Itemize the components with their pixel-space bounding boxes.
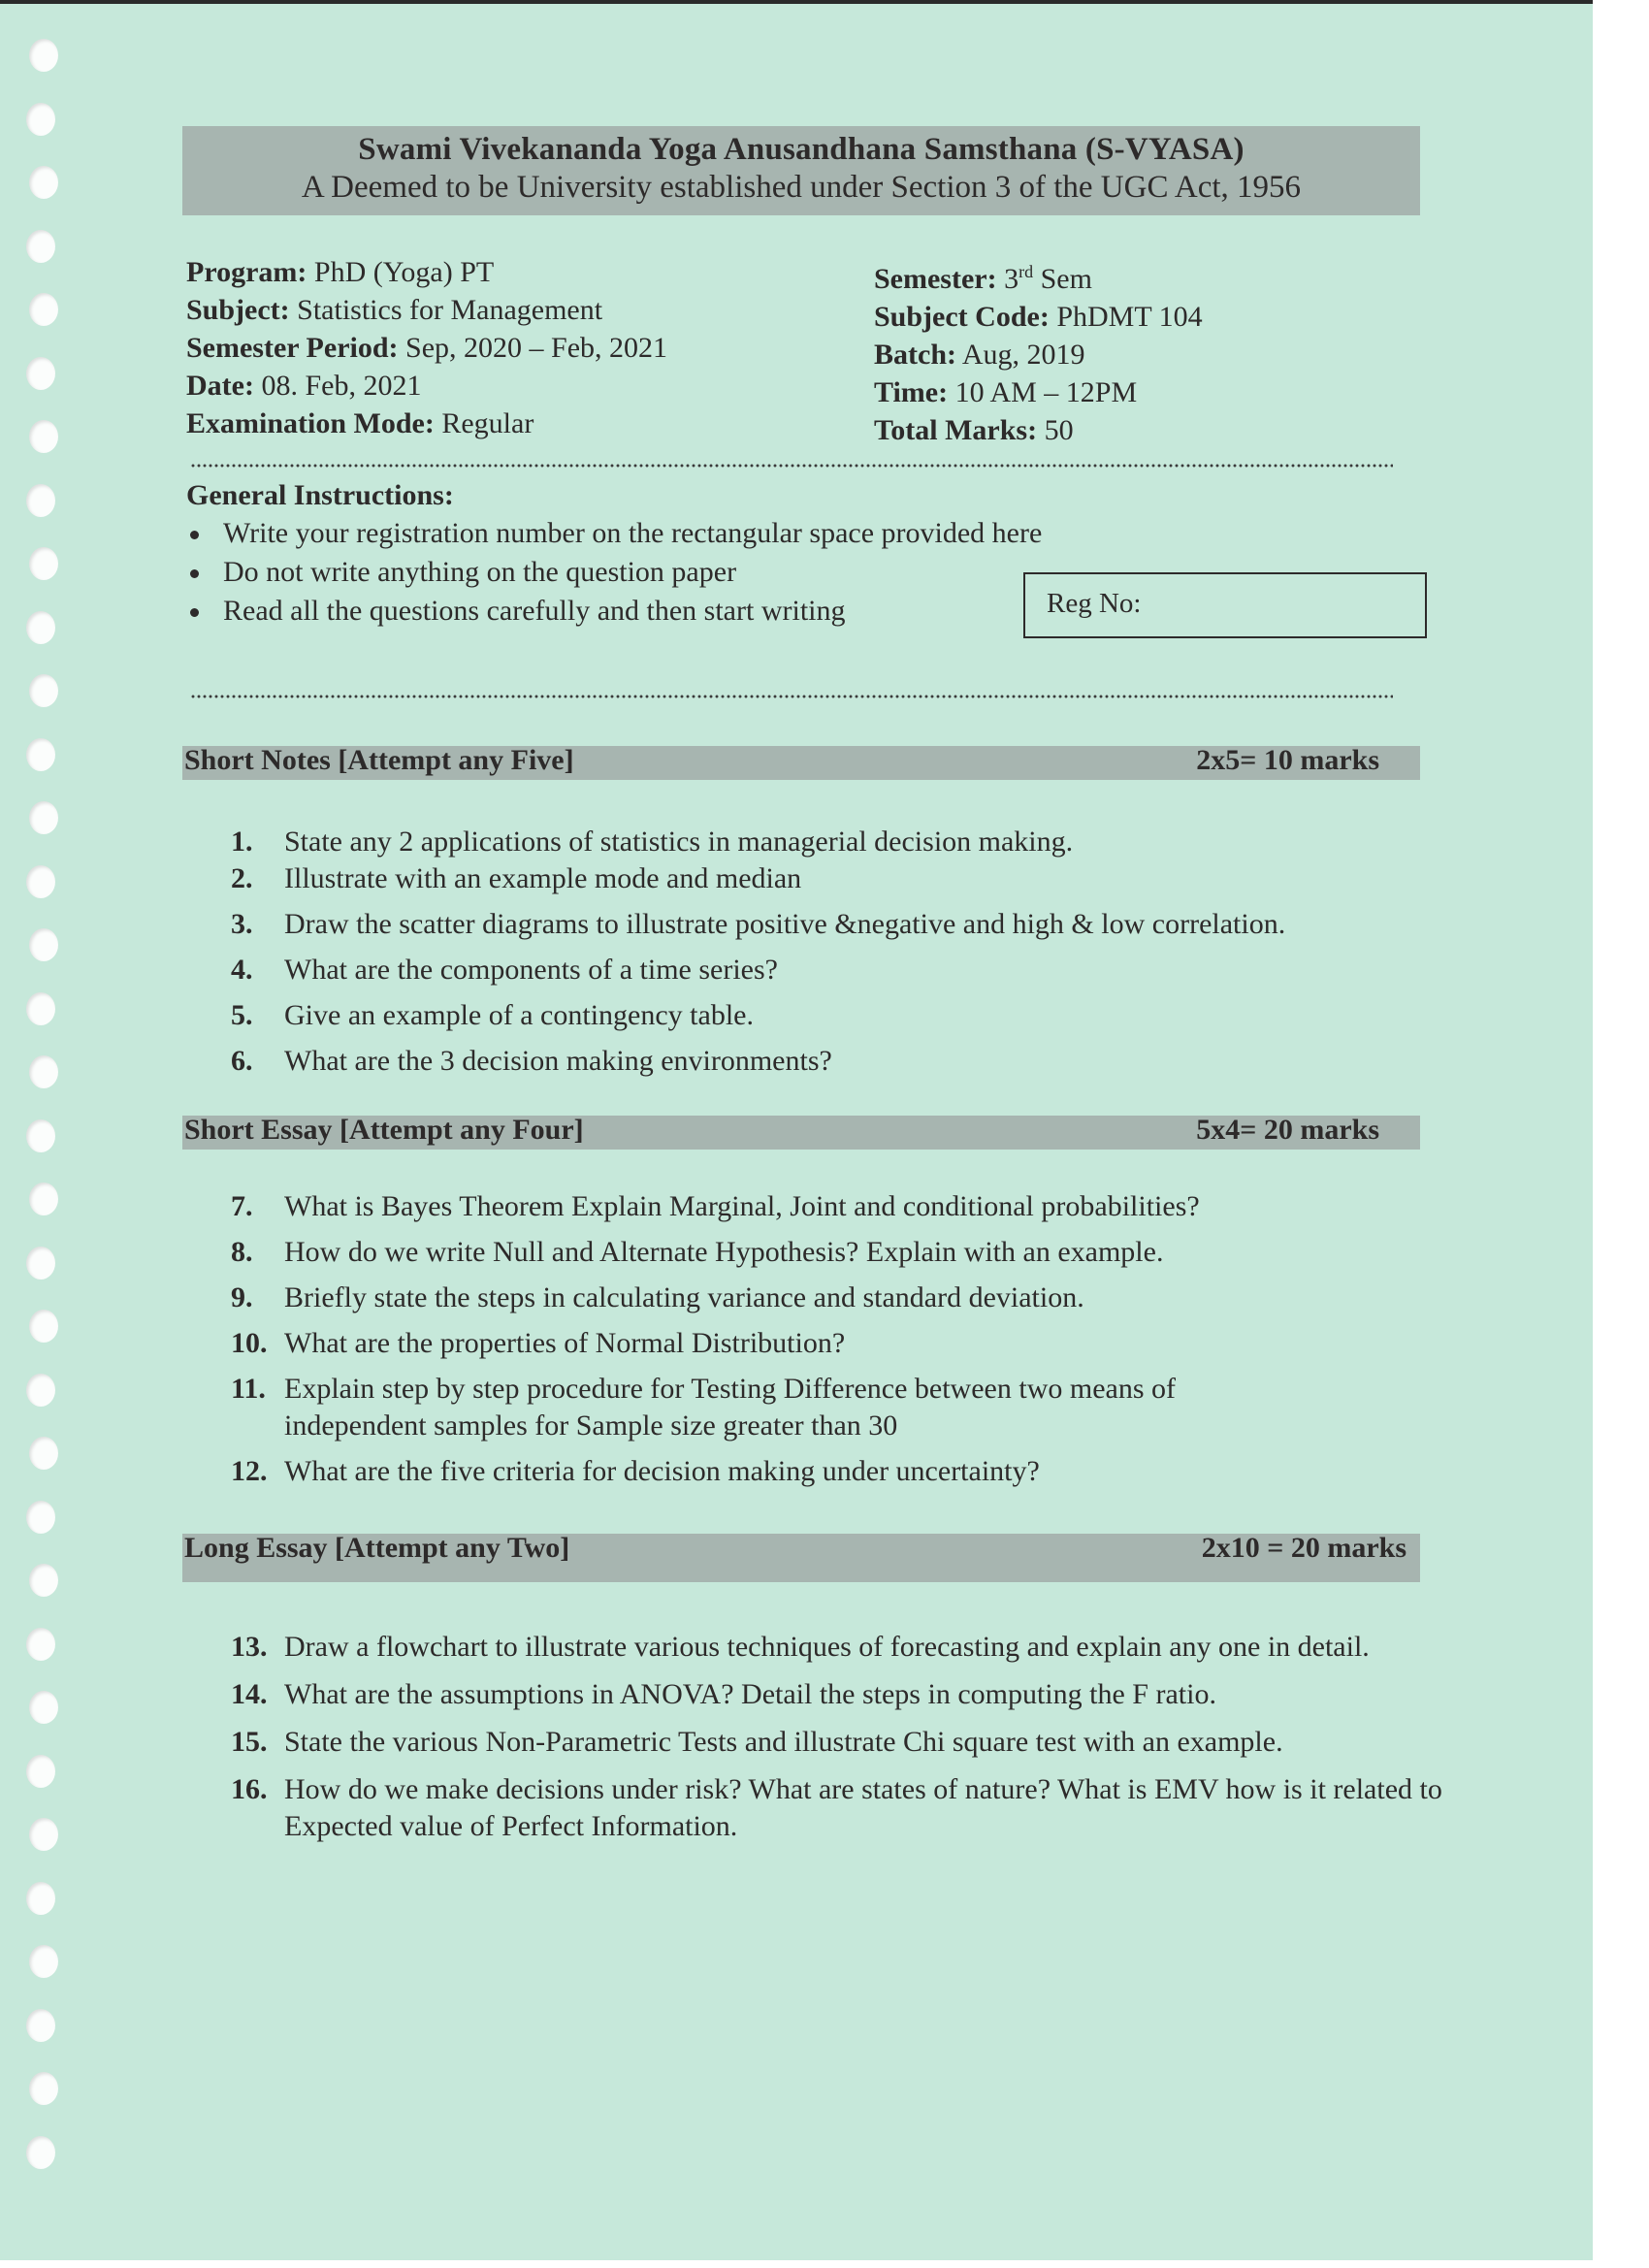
binder-hole — [29, 2072, 58, 2105]
question-item: 3. Draw the scatter diagrams to illustrate positive &negative and high & low correlation. — [231, 908, 1286, 940]
binder-hole — [29, 1055, 58, 1088]
info-subject-code: Subject Code: PhDMT 104 — [874, 301, 1203, 333]
binder-hole — [29, 1437, 58, 1470]
binder-holes — [0, 4, 87, 2264]
question-item: 16. How do we make decisions under risk? What are states of nature? What is EMV how is it related to Expected value of Perfect Information. — [231, 1773, 1442, 1842]
binder-hole — [26, 611, 55, 644]
binder-hole — [29, 39, 58, 72]
reg-no-box[interactable] — [1023, 572, 1427, 638]
instruction-item: Read all the questions carefully and then start writing — [184, 592, 1042, 631]
question-item: 15. State the various Non-Parametric Tests and illustrate Chi square test with an example. — [231, 1726, 1283, 1758]
exam-info-left — [186, 253, 667, 442]
info-total-marks: Total Marks: 50 — [874, 414, 1074, 446]
info-batch: Batch: Aug, 2019 — [874, 339, 1085, 371]
binder-hole — [29, 1183, 58, 1215]
question-item: 14. What are the assumptions in ANOVA? Detail the steps in computing the F ratio. — [231, 1678, 1216, 1710]
binder-hole — [29, 1691, 58, 1724]
binder-hole — [26, 103, 55, 136]
binder-hole — [26, 865, 55, 898]
section-marks: 2x5= 10 marks — [1196, 744, 1379, 776]
question-item: 12. What are the five criteria for decision making under uncertainty? — [231, 1455, 1040, 1487]
section-title: Short Essay [Attempt any Four] — [184, 1114, 584, 1146]
question-item: 9. Briefly state the steps in calculating variance and standard deviation. — [231, 1281, 1084, 1313]
question-item: 11. Explain step by step procedure for Testing Difference between two means of independent samples for Sample size greater than 30 — [231, 1373, 1176, 1442]
binder-hole — [26, 2009, 55, 2042]
section-title: Short Notes [Attempt any Five] — [184, 744, 574, 776]
binder-hole — [29, 1310, 58, 1343]
section-marks: 2x10 = 20 marks — [1201, 1532, 1406, 1564]
institution-name: Swami Vivekananda Yoga Anusandhana Samsthana (S-VYASA) — [358, 132, 1245, 167]
binder-hole — [26, 1374, 55, 1407]
binder-hole — [26, 1119, 55, 1152]
binder-hole — [29, 547, 58, 580]
binder-hole — [26, 357, 55, 390]
info-semester-period: Semester Period: Sep, 2020 – Feb, 2021 — [186, 332, 668, 364]
question-item: 13. Draw a flowchart to illustrate various techniques of forecasting and explain any one in detail. — [231, 1631, 1370, 1663]
info-subject: Subject: Statistics for Management — [186, 294, 603, 326]
institution-subtitle: A Deemed to be University established under Section 3 of the UGC Act, 1956 — [301, 170, 1302, 205]
binder-hole — [29, 1945, 58, 1978]
binder-hole — [26, 738, 55, 771]
info-semester: Semester: 3rd Sem — [874, 262, 1092, 295]
binder-hole — [29, 420, 58, 453]
question-item: 2. Illustrate with an example mode and median — [231, 862, 802, 894]
dotted-divider — [190, 695, 1393, 698]
instructions-list — [184, 514, 1042, 631]
info-time: Time: 10 AM – 12PM — [874, 376, 1138, 408]
question-item: 4. What are the components of a time series? — [231, 954, 778, 986]
question-list — [231, 1188, 1424, 1490]
binder-hole — [26, 484, 55, 517]
section-marks: 5x4= 20 marks — [1196, 1114, 1379, 1146]
question-item: 1. State any 2 applications of statistics in managerial decision making. — [231, 826, 1074, 858]
binder-hole — [29, 1564, 58, 1597]
info-date: Date: 08. Feb, 2021 — [186, 370, 422, 402]
binder-hole — [26, 1882, 55, 1915]
exam-info-right — [874, 253, 1203, 449]
binder-hole — [29, 928, 58, 961]
question-item: 6. What are the 3 decision making environments? — [231, 1045, 832, 1077]
instructions-title: General Instructions: — [186, 479, 454, 511]
info-exam-mode: Examination Mode: Regular — [186, 407, 534, 439]
section-header-short-essay — [182, 1116, 1420, 1150]
binder-hole — [26, 230, 55, 263]
binder-hole — [26, 1755, 55, 1788]
question-item: 8. How do we write Null and Alternate Hypothesis? Explain with an example. — [231, 1236, 1164, 1268]
question-item: 10. What are the properties of Normal Distribution? — [231, 1327, 846, 1359]
binder-hole — [26, 1501, 55, 1534]
section-header-short-notes — [182, 746, 1420, 780]
info-program: Program: PhD (Yoga) PT — [186, 256, 495, 288]
binder-hole — [26, 1247, 55, 1280]
question-list — [231, 1629, 1442, 1845]
question-item: 7. What is Bayes Theorem Explain Marginal, Joint and conditional probabilities? — [231, 1190, 1200, 1222]
binder-hole — [26, 2136, 55, 2169]
header-banner — [182, 126, 1420, 215]
binder-hole — [29, 1818, 58, 1851]
binder-hole — [26, 992, 55, 1025]
binder-hole — [26, 1628, 55, 1661]
binder-hole — [29, 293, 58, 326]
section-header-long-essay — [182, 1534, 1420, 1582]
question-list — [231, 821, 1285, 1083]
binder-hole — [29, 674, 58, 707]
reg-no-label: Reg No: — [1047, 588, 1142, 619]
section-title: Long Essay [Attempt any Two] — [184, 1532, 570, 1564]
instruction-item: Do not write anything on the question paper — [184, 553, 1042, 592]
question-item: 5. Give an example of a contingency table. — [231, 999, 754, 1031]
binder-hole — [29, 801, 58, 834]
binder-hole — [29, 166, 58, 199]
dotted-divider — [190, 464, 1393, 468]
instruction-item: Write your registration number on the rectangular space provided here — [184, 514, 1042, 553]
